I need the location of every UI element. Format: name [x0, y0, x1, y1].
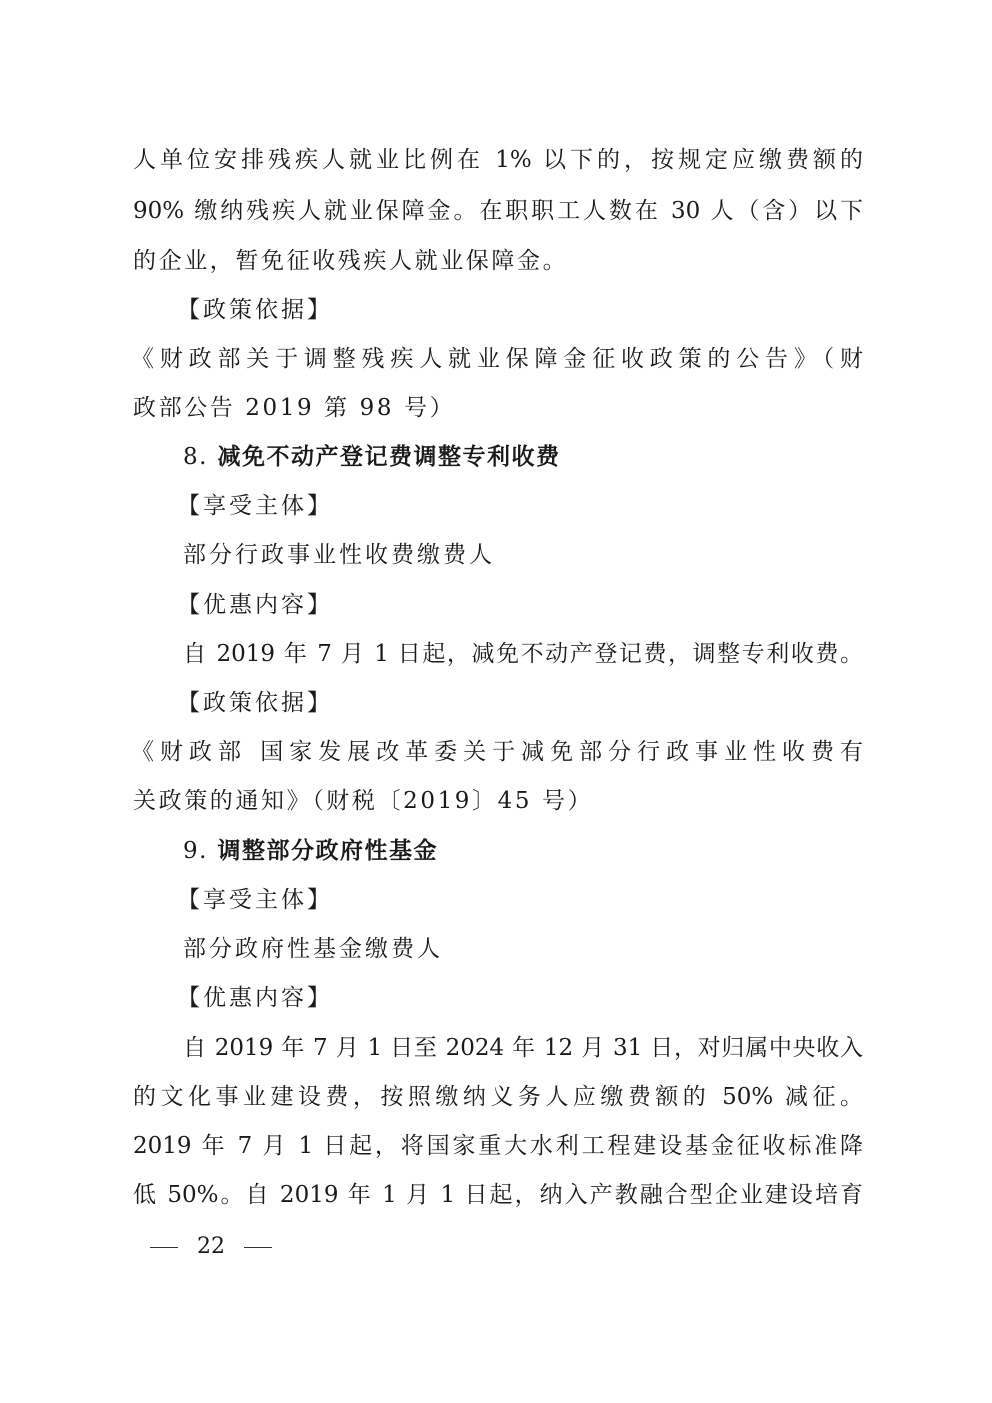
page-footer [150, 1232, 272, 1262]
policy-document-number: 政部公告 2019 第 98 号） [133, 395, 456, 421]
body-text-line: 部分行政事业性收费缴费人 [183, 542, 495, 568]
section-label-policy-basis: 【政策依据】 [177, 297, 333, 323]
body-text-line: 部分政府性基金缴费人 [183, 936, 443, 962]
section-number: 9. [183, 838, 208, 864]
body-text-line: 人单位安排残疾人就业比例在 1% 以下的，按规定应缴费额的 [133, 147, 863, 173]
section-heading-text: 减免不动产登记费调整专利收费 [217, 444, 561, 470]
section-heading-9 [183, 836, 913, 866]
body-text-line: 90% 缴纳残疾人就业保障金。在职职工人数在 30 人（含）以下 [133, 198, 863, 224]
body-text-line: 的企业，暂免征收残疾人就业保障金。 [133, 248, 569, 274]
section-label-policy-basis: 【政策依据】 [177, 690, 333, 716]
section-label-benefit: 【优惠内容】 [177, 592, 333, 618]
section-heading-text: 调整部分政府性基金 [217, 838, 438, 864]
section-label-benefit: 【优惠内容】 [177, 985, 333, 1011]
body-text-line: 自 2019 年 7 月 1 日至 2024 年 12 月 31 日，对归属中央收入 [183, 1035, 863, 1061]
footer-dash-left [150, 1247, 178, 1248]
body-text-line: 2019 年 7 月 1 日起，将国家重大水利工程建设基金征收标准降 [133, 1133, 863, 1159]
policy-document-title: 《财政部关于调整残疾人就业保障金征收政策的公告》（财 [131, 346, 863, 372]
page-number: 22 [197, 1234, 225, 1259]
footer-dash-right [244, 1247, 272, 1248]
section-number: 8. [183, 444, 208, 470]
policy-document-title: 《财政部 国家发展改革委关于减免部分行政事业性收费有 [131, 739, 863, 765]
body-text-line: 的文化事业建设费，按照缴纳义务人应缴费额的 50% 减征。 [133, 1084, 863, 1110]
section-label-beneficiary: 【享受主体】 [177, 493, 333, 519]
policy-document-number: 关政策的通知》（财税〔2019〕45 号） [133, 788, 594, 814]
section-label-beneficiary: 【享受主体】 [177, 887, 333, 913]
section-heading-8 [183, 442, 913, 472]
body-text-line: 低 50%。自 2019 年 1 月 1 日起，纳入产教融合型企业建设培育 [133, 1182, 863, 1208]
body-text-line: 自 2019 年 7 月 1 日起，减免不动产登记费，调整专利收费。 [183, 641, 863, 667]
